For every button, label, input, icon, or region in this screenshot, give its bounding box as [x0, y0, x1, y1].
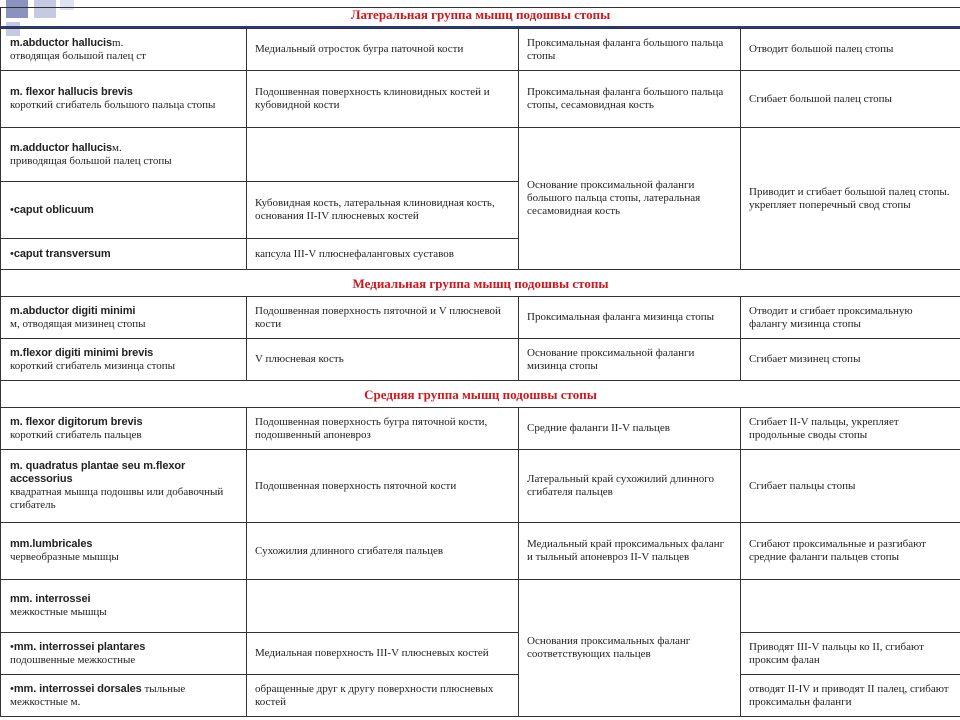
function-cell: Приводят III-V пальцы ко II, сгибают проксим фалан: [741, 633, 960, 675]
function-cell: Сгибает большой палец стопы: [741, 71, 960, 128]
origin-cell: Подошвенная поверхность бугра пяточной кости, подошвенный апоневроз: [247, 408, 519, 450]
latin-name: m.abductor hallucis: [10, 36, 113, 49]
latin-name: mm. interrossei dorsales: [13, 682, 142, 695]
muscle-name-cell: [1, 580, 247, 633]
russian-name: подошвенные межкостные: [10, 653, 136, 666]
latin-name: m. flexor hallucis brevis: [10, 86, 133, 98]
origin-cell: Сухожилия длинного сгибателя пальцев: [247, 523, 519, 580]
muscle-name-cell: [1, 29, 247, 71]
muscle-name-cell: [1, 182, 247, 239]
bullet-icon: •: [10, 682, 14, 695]
insertion-cell: Медиальный край проксимальных фаланг и тыльный апоневроз II-V пальцев: [519, 523, 741, 580]
table-row: [1, 580, 960, 633]
insertion-cell: Латеральный край сухожилий длинного сгибателя пальцев: [519, 450, 741, 523]
function-cell: [741, 580, 960, 633]
function-cell: Сгибают проксимальные и разгибают средние фаланги пальцев стопы: [741, 523, 960, 580]
function-cell-merged: Приводит и сгибает большой палец стопы. укрепляет поперечный свод стопы: [741, 128, 960, 270]
bullet-icon: •: [10, 640, 14, 653]
muscle-name-cell: [1, 450, 247, 523]
russian-name: короткий сгибатель пальцев: [10, 428, 142, 441]
origin-cell: Медиальная поверхность III-V плюсневых костей: [247, 633, 519, 675]
origin-cell: V плюсневая кость: [247, 339, 519, 381]
latin-name: m.flexor digiti minimi brevis: [10, 346, 154, 359]
origin-cell: Медиальный отросток бугра паточной кости: [247, 29, 519, 71]
latin-name: mm. interrossei: [10, 593, 91, 605]
origin-cell: Подошвенная поверхность пяточной и V плюсневой кости: [247, 297, 519, 339]
function-cell: Сгибает пальцы стопы: [741, 450, 960, 523]
table-row: [1, 128, 960, 182]
insertion-cell-merged: Основание проксимальной фаланги большого пальца стопы, латеральная сесамовидная кость: [519, 128, 741, 270]
origin-cell: капсула III-V плюснефаланговых суставов: [247, 239, 519, 270]
insertion-cell-merged: Основания проксимальных фаланг соответствующих пальцев: [519, 580, 741, 717]
latin-suffix: тыльные: [144, 682, 186, 695]
bullet-icon: •: [10, 203, 14, 216]
section-header-row: [1, 381, 960, 408]
table-row: [1, 408, 960, 450]
section-title: Средняя группа мышц подошвы стопы: [1, 381, 960, 408]
russian-name: отводящая большой палец ст: [10, 49, 146, 62]
latin-name: caput oblicuum: [13, 203, 94, 216]
russian-name: межкостные м.: [10, 695, 81, 708]
origin-cell: Подошвенная поверхность пяточной кости: [247, 450, 519, 523]
russian-name: короткий сгибатель мизинца стопы: [10, 359, 176, 372]
bullet-icon: •: [10, 247, 14, 260]
russian-name: квадратная мышца подошвы или добавочный сгибатель: [10, 486, 224, 511]
muscle-name-cell: [1, 71, 247, 128]
section-title: Латеральная группа мышц подошвы стопы: [1, 8, 960, 29]
latin-name: caput transversum: [13, 247, 111, 260]
section-header-row: [1, 270, 960, 297]
origin-cell: [247, 580, 519, 633]
russian-name: приводящая большой палец стопы: [10, 154, 172, 167]
origin-cell: [247, 128, 519, 182]
latin-name: m. quadratus plantae seu m.flexor accessorius: [10, 460, 186, 485]
muscle-name-cell: [1, 633, 247, 675]
russian-name: межкостные мышцы: [10, 606, 107, 618]
latin-suffix: м.: [112, 141, 122, 154]
muscle-name-cell: [1, 239, 247, 270]
table-row: [1, 450, 960, 523]
table-row: [1, 71, 960, 128]
russian-name: м, отводящая мизинец стопы: [10, 317, 146, 330]
insertion-cell: Проксимальная фаланга мизинца стопы: [519, 297, 741, 339]
function-cell: Сгибает II-V пальцы, укрепляет продольные своды стопы: [741, 408, 960, 450]
origin-cell: Кубовидная кость, латеральная клиновидная кость, основания II-IV плюсневых костей: [247, 182, 519, 239]
muscle-name-cell: [1, 408, 247, 450]
table-row: [1, 297, 960, 339]
latin-suffix: m.: [112, 36, 124, 49]
origin-cell: Подошвенная поверхность клиновидных костей и кубовидной кости: [247, 71, 519, 128]
muscle-name-cell: [1, 675, 247, 717]
latin-name: mm.lumbricales: [10, 538, 93, 550]
insertion-cell: Проксимальная фаланга большого пальца стопы, сесамовидная кость: [519, 71, 741, 128]
latin-name: m.abductor digiti minimi: [10, 304, 136, 317]
russian-name: червеобразные мышцы: [10, 551, 119, 563]
section-header-row: [1, 8, 960, 29]
function-cell: Отводит большой палец стопы: [741, 29, 960, 71]
table-row: [1, 523, 960, 580]
muscle-name-cell: [1, 339, 247, 381]
muscle-name-cell: [1, 297, 247, 339]
latin-name: m. flexor digitorum brevis: [10, 415, 143, 428]
section-title: Медиальная группа мышц подошвы стопы: [1, 270, 960, 297]
insertion-cell: Проксимальная фаланга большого пальца стопы: [519, 29, 741, 71]
russian-name: короткий сгибатель большого пальца стопы: [10, 99, 216, 111]
origin-cell: обращенные друг к другу поверхности плюсневых костей: [247, 675, 519, 717]
function-cell: отводят II-IV и приводят II палец, сгибают проксимальн фаланги: [741, 675, 960, 717]
table-row: [1, 339, 960, 381]
latin-name: m.adductor hallucis: [10, 141, 113, 154]
muscle-name-cell: [1, 523, 247, 580]
table-row: [1, 675, 960, 717]
function-cell: Отводит и сгибает проксимальную фалангу мизинца стопы: [741, 297, 960, 339]
insertion-cell: Средние фаланги II-V пальцев: [519, 408, 741, 450]
latin-name: mm. interrossei plantares: [13, 640, 146, 653]
table-row: [1, 29, 960, 71]
insertion-cell: Основание проксимальной фаланги мизинца стопы: [519, 339, 741, 381]
table-row: [1, 633, 960, 675]
muscle-name-cell: [1, 128, 247, 182]
function-cell: Сгибает мизинец стопы: [741, 339, 960, 381]
muscles-table: [0, 7, 960, 717]
